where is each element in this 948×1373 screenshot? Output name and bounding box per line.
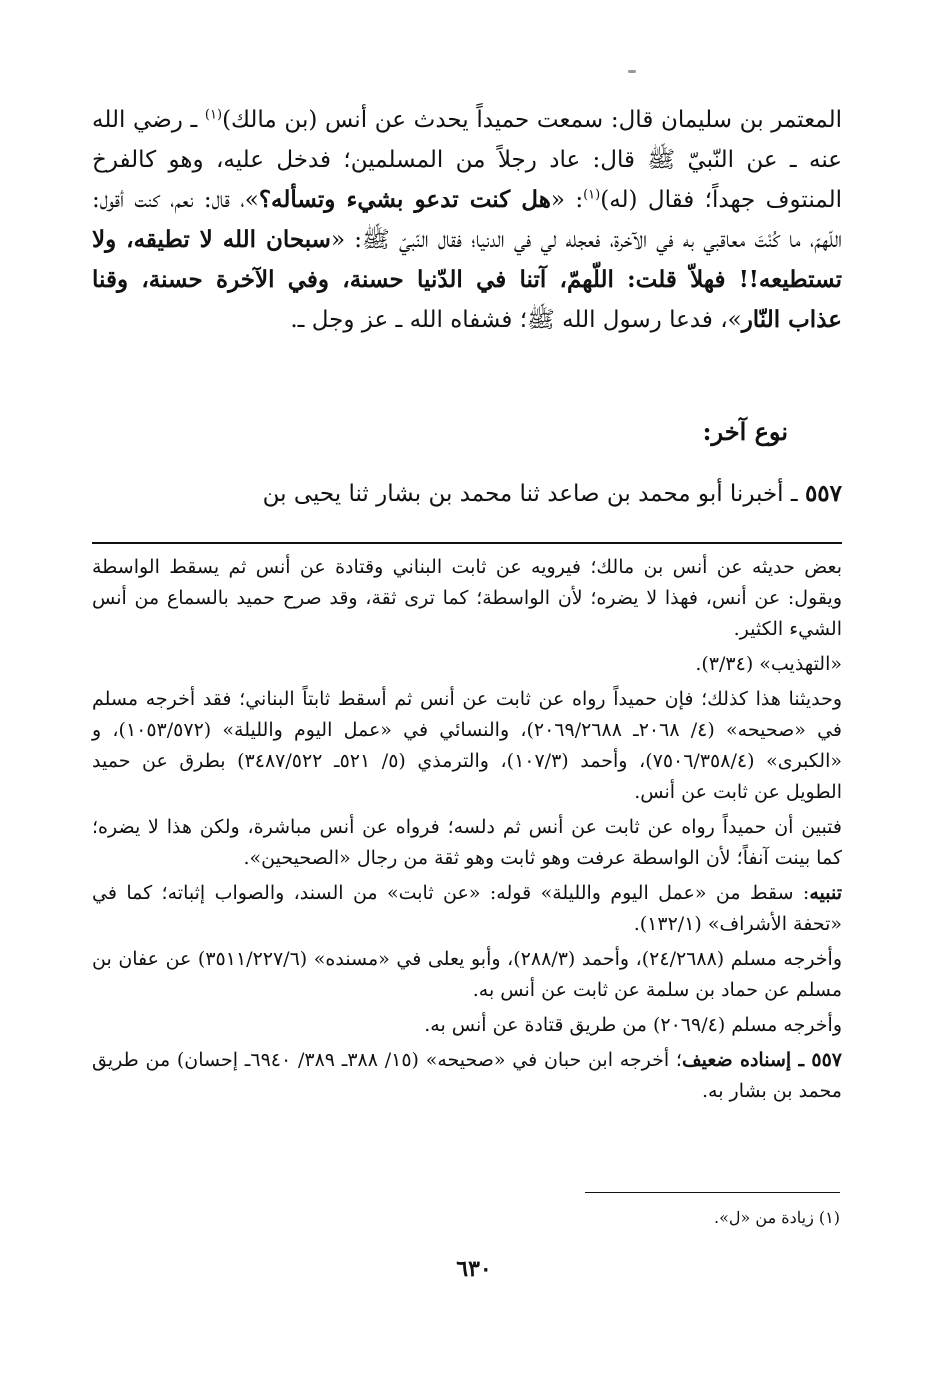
text-run: ؛ أخرجه ابن حبان في «صحيحه» (١٥/ ٣٨٨ـ ٣٨٩/ ٦٩٤٠ـ إحسان) من طريق محمد بن بشار به. — [92, 1049, 842, 1102]
note-reference: «التهذيب» (٣/٣٤). — [695, 653, 842, 675]
footnote-divider — [585, 1192, 840, 1193]
hadith-557-paragraph — [92, 474, 842, 514]
hadith-paragraph — [92, 100, 842, 340]
hadith-quote-bold: هل كنت تدعو بشيء وتسأله؟ — [258, 186, 551, 213]
footnote: (١) زيادة من «ل». — [714, 1208, 840, 1227]
note-label: تنبيه — [809, 882, 842, 904]
page-number: ٦٣٠ — [456, 1256, 492, 1282]
footnote-ref[interactable]: (١) — [583, 187, 601, 203]
section-heading: نوع آخر: — [702, 417, 788, 446]
text-run: ـ رضي الله عنه ـ عن النّبيّ ﷺ قال: عاد رجلاً من المسلمين؛ فدخل عليه، وهو كالفرخ المنتوف جهداً؛ فقال (له) — [92, 107, 842, 213]
note-paragraph: وأخرجه مسلم (٢٤/٢٦٨٨)، وأحمد (٢٨٨/٣)، وأبو يعلى في «مسنده» (٣٥١١/٢٢٧/٦) عن عفان بن مسلم عن حماد بن سلمة عن ثابت عن أنس به. — [92, 948, 843, 1001]
notes-divider — [92, 542, 842, 544]
note-paragraph: بعض حديثه عن أنس بن مالك؛ فيرويه عن ثابت البناني وقتادة عن أنس ثم يسقط الواسطة ويقول: عن أنس، فهذا لا يضره؛ لأن الواسطة؛ كما ترى ثقة، وقد صرح حميد بالسماع من أنس الشيء الكثير. — [92, 556, 842, 640]
text-run: »، قال: نعم، كنت أقول: اللّهمّ، ما كُنْتَ معاقبي به في الآخرة، فعجله لي في الدنيا؛ فقال النّبيّ ﷺ: « — [92, 187, 842, 253]
hadith-number: ٥٥٧ — [804, 480, 842, 507]
text-run: المعتمر بن سليمان قال: سمعت حميداً يحدث عن أنس (بن مالك) — [222, 107, 842, 133]
note-paragraph: وحديثنا هذا كذلك؛ فإن حميداً رواه عن ثابت عن أنس ثم أسقط ثابتاً البناني؛ فقد أخرجه مسلم في «صحيحه» (٤/ ٢٠٦٨ـ ٢٠٦٩/٢٦٨٨)، والنسائي في «عمل اليوم والليلة» (١٠٥٣/٥٧٢)، و «الكبرى» (٧٥٠٦/٣٥٨/٤)، وأحمد (١٠٧/٣)، والترمذي (٥/ ٥٢١ـ ٣٤٨٧/٥٢٢) بطرق عن حميد الطويل عن ثابت عن أنس. — [92, 688, 842, 803]
text-run: »، فدعا رسول الله ﷺ؛ فشفاه الله ـ عز وجل ـ. — [290, 307, 742, 333]
note-paragraph: وأخرجه مسلم (٢٠٦٩/٤) من طريق قتادة عن أنس به. — [424, 1014, 842, 1036]
note-label: ٥٥٧ ـ إسناده ضعيف — [681, 1049, 842, 1071]
notes-section — [92, 552, 842, 1111]
hadith-quote-bold: سبحان الله لا تطيقه، ولا تستطيعه!! فهلاّ قلت: اللّهمّ، آتنا في الدّنيا حسنة، وفي الآخرة حسنة، وقنا عذاب النّار — [92, 226, 842, 333]
footnote-ref[interactable]: (١) — [204, 107, 223, 123]
note-paragraph — [92, 1045, 842, 1107]
text-run: : « — [550, 187, 584, 213]
text-run: ـ أخبرنا أبو محمد بن صاعد ثنا محمد بن بشار ثنا يحيى بن — [262, 481, 805, 507]
note-paragraph: فتبين أن حميداً رواه عن ثابت عن أنس ثم دلسه؛ فرواه عن أنس مباشرة، ولكن هذا لا يضره؛ كما بينت آنفاً؛ لأن الواسطة عرفت وهو ثابت وهو ثقة من رجال «الصحيحين». — [92, 816, 842, 869]
text-run: : سقط من «عمل اليوم والليلة» قوله: «عن ثابت» من السند، والصواب إثباته؛ كما في «تحفة الأشراف» (١٣٢/١). — [92, 882, 842, 935]
note-paragraph — [92, 878, 842, 940]
ink-speck — [628, 70, 636, 73]
